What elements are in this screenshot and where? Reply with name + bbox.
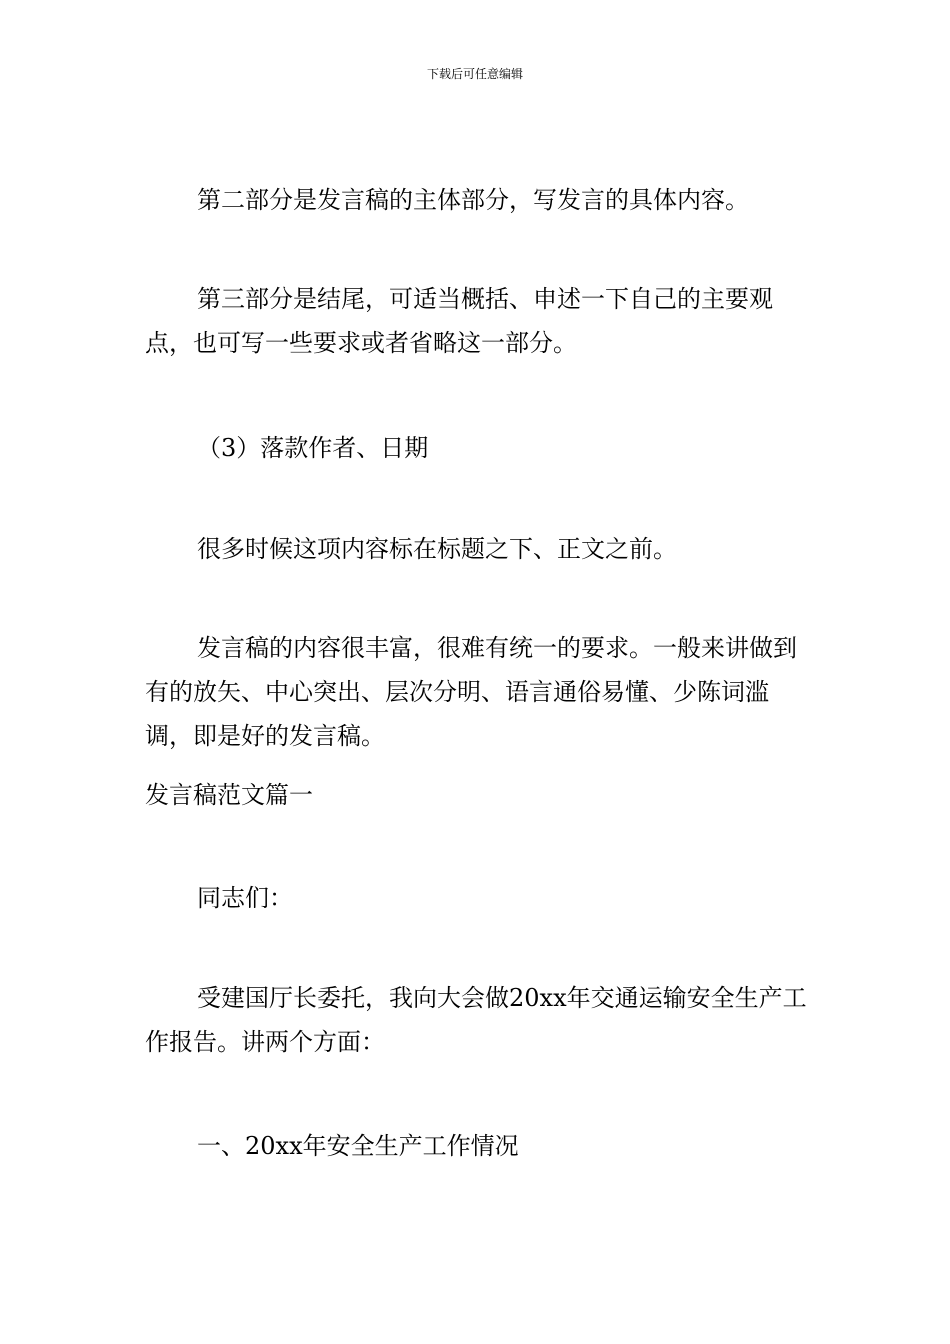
paragraph-section-heading-one: 一、20xx年安全生产工作情况 — [197, 1132, 519, 1160]
page-header-note: 下载后可任意编辑 — [426, 67, 523, 81]
section-title-sample-one: 发言稿范文篇一 — [145, 781, 313, 809]
paragraph-signature-date-heading: （3）落款作者、日期 — [197, 434, 429, 462]
paragraph-main-part: 第二部分是发言稿的主体部分，写发言的具体内容。 — [197, 186, 749, 214]
paragraph-content-requirements: 发言稿的内容很丰富，很难有统一的要求。一般来讲做到有的放矢、中心突出、层次分明、语言通俗易懂、少陈词滥调，即是好的发言稿。 — [145, 634, 797, 750]
paragraph-report-intro: 受建国厅长委托，我向大会做20xx年交通运输安全生产工作报告。讲两个方面： — [145, 984, 807, 1056]
paragraph-salutation: 同志们： — [197, 884, 293, 912]
paragraph-signature-position: 很多时候这项内容标在标题之下、正文之前。 — [197, 535, 677, 563]
paragraph-ending-part: 第三部分是结尾，可适当概括、申述一下自己的主要观点，也可写一些要求或者省略这一部分。 — [145, 285, 773, 357]
